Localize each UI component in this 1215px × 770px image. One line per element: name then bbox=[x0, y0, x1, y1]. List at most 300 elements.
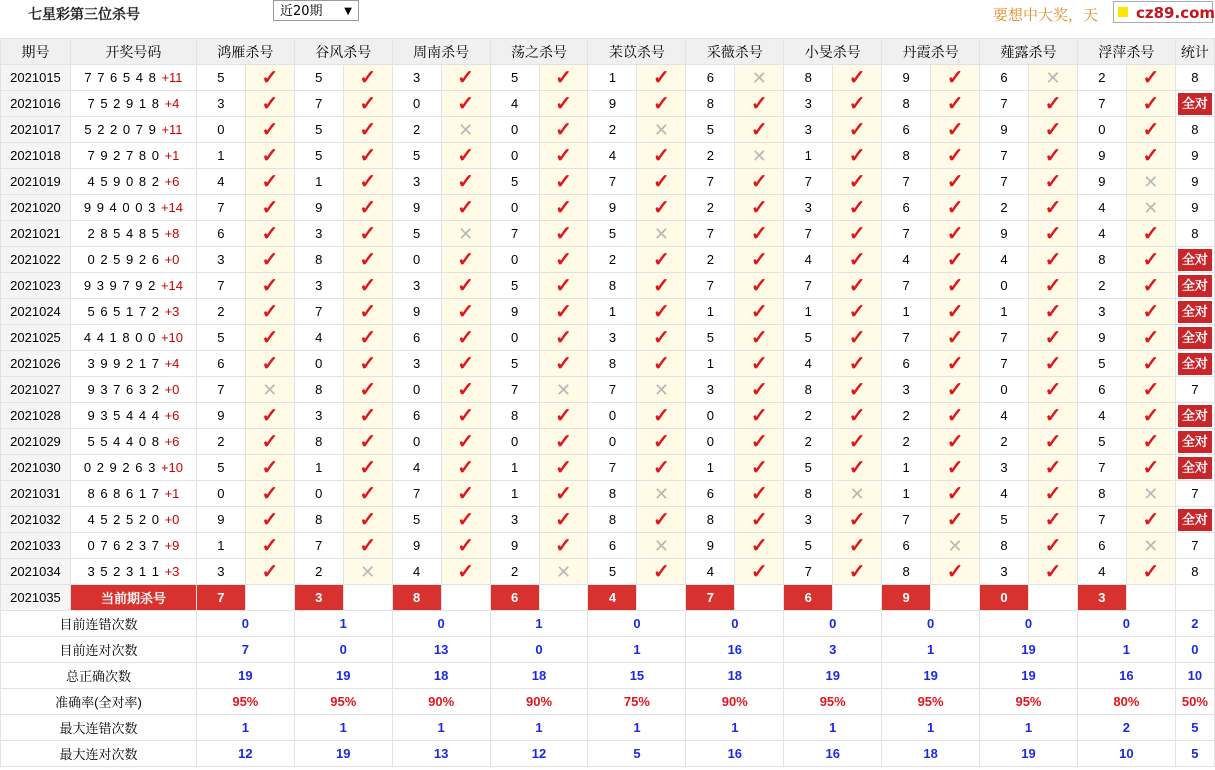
result-cell bbox=[539, 325, 588, 351]
check-icon: ✓ bbox=[848, 144, 866, 167]
issue-cell: 2021025 bbox=[1, 325, 71, 351]
kill-number-cell: 3 bbox=[1077, 299, 1126, 325]
summary-value: 0 bbox=[1077, 611, 1175, 637]
check-icon: ✓ bbox=[359, 430, 377, 453]
result-cell bbox=[539, 247, 588, 273]
result-cell bbox=[637, 325, 686, 351]
result-cell bbox=[637, 65, 686, 91]
result-cell bbox=[245, 195, 294, 221]
kill-number-cell: 4 bbox=[588, 143, 637, 169]
result-cell bbox=[833, 273, 882, 299]
summary-value: 1 bbox=[882, 715, 980, 741]
result-cell bbox=[735, 377, 784, 403]
header-expert: 薤露杀号 bbox=[980, 39, 1078, 65]
kill-number-cell: 4 bbox=[980, 403, 1029, 429]
check-icon: ✓ bbox=[1044, 222, 1062, 245]
draw-numbers-cell bbox=[70, 65, 196, 91]
check-icon: ✓ bbox=[1044, 196, 1062, 219]
result-cell bbox=[735, 351, 784, 377]
kill-number-cell: 2 bbox=[686, 143, 735, 169]
result-cell bbox=[1126, 91, 1175, 117]
result-cell bbox=[735, 507, 784, 533]
result-cell bbox=[637, 455, 686, 481]
check-icon: ✓ bbox=[750, 560, 768, 583]
check-icon: ✓ bbox=[555, 118, 572, 141]
header-row bbox=[1, 39, 1215, 65]
check-icon: ✓ bbox=[555, 430, 572, 453]
current-empty-cell bbox=[343, 585, 392, 611]
check-icon: ✓ bbox=[457, 404, 474, 427]
kill-number-cell: 3 bbox=[294, 273, 343, 299]
kill-number-cell: 1 bbox=[882, 481, 931, 507]
summary-value: 2 bbox=[1077, 715, 1175, 741]
check-icon: ✓ bbox=[1142, 66, 1160, 89]
issue-cell: 2021033 bbox=[1, 533, 71, 559]
check-icon: ✓ bbox=[750, 196, 768, 219]
draw-numbers-cell bbox=[70, 507, 196, 533]
table-row bbox=[1, 273, 1215, 299]
kill-number-cell: 4 bbox=[784, 351, 833, 377]
check-icon: ✓ bbox=[653, 456, 670, 479]
result-cell bbox=[1126, 299, 1175, 325]
kill-number-cell: 3 bbox=[686, 377, 735, 403]
kill-number-cell: 5 bbox=[588, 221, 637, 247]
check-icon: ✓ bbox=[359, 170, 377, 193]
result-cell bbox=[931, 377, 980, 403]
site-logo[interactable] bbox=[1113, 1, 1213, 23]
summary-value: 95% bbox=[882, 689, 980, 715]
result-cell bbox=[343, 507, 392, 533]
result-cell bbox=[735, 325, 784, 351]
current-kill-number: 6 bbox=[490, 585, 539, 611]
check-icon: ✓ bbox=[848, 326, 866, 349]
result-cell bbox=[441, 65, 490, 91]
current-kill-number: 4 bbox=[588, 585, 637, 611]
all-correct-badge: 全对 bbox=[1178, 405, 1212, 427]
summary-stat: 50% bbox=[1175, 689, 1214, 715]
kill-number-cell: 3 bbox=[392, 65, 441, 91]
kill-number-cell: 6 bbox=[882, 195, 931, 221]
result-cell bbox=[931, 559, 980, 585]
summary-label: 总正确次数 bbox=[1, 663, 197, 689]
check-icon: ✓ bbox=[359, 508, 377, 531]
check-icon: ✓ bbox=[261, 430, 279, 453]
result-cell bbox=[1126, 325, 1175, 351]
cross-icon: ✕ bbox=[555, 561, 572, 582]
result-cell bbox=[637, 377, 686, 403]
draw-numbers-cell bbox=[70, 221, 196, 247]
summary-value: 13 bbox=[392, 637, 490, 663]
cross-icon: ✕ bbox=[262, 379, 278, 400]
kill-number-cell: 7 bbox=[882, 325, 931, 351]
table-row bbox=[1, 65, 1215, 91]
kill-number-cell: 0 bbox=[490, 325, 539, 351]
check-icon: ✓ bbox=[261, 248, 279, 271]
kill-number-cell: 3 bbox=[588, 325, 637, 351]
stat-cell bbox=[1175, 377, 1214, 403]
draw-numbers: 4 5 2 5 2 0 bbox=[87, 512, 160, 527]
kill-number-cell: 2 bbox=[588, 247, 637, 273]
draw-numbers: 3 9 9 2 1 7 bbox=[87, 356, 160, 371]
kill-number-cell: 6 bbox=[882, 117, 931, 143]
result-cell bbox=[637, 143, 686, 169]
cross-icon: ✕ bbox=[458, 223, 474, 244]
check-icon: ✓ bbox=[848, 378, 866, 401]
table-row bbox=[1, 351, 1215, 377]
kill-number-cell: 7 bbox=[784, 273, 833, 299]
top-bar bbox=[0, 0, 1215, 38]
kill-number-cell: 9 bbox=[196, 403, 245, 429]
result-cell bbox=[735, 221, 784, 247]
draw-numbers-cell bbox=[70, 195, 196, 221]
result-cell bbox=[833, 481, 882, 507]
summary-row bbox=[1, 741, 1215, 767]
table-row bbox=[1, 299, 1215, 325]
stat-cell bbox=[1175, 507, 1214, 533]
result-cell bbox=[441, 195, 490, 221]
check-icon: ✓ bbox=[359, 66, 377, 89]
kill-number-cell: 6 bbox=[980, 65, 1029, 91]
check-icon: ✓ bbox=[457, 456, 474, 479]
result-cell bbox=[1028, 247, 1077, 273]
check-icon: ✓ bbox=[1142, 222, 1160, 245]
summary-value: 0 bbox=[490, 637, 588, 663]
summary-value: 0 bbox=[980, 611, 1078, 637]
check-icon: ✓ bbox=[750, 430, 768, 453]
kill-number-cell: 9 bbox=[1077, 325, 1126, 351]
check-icon: ✓ bbox=[261, 326, 279, 349]
summary-value: 75% bbox=[588, 689, 686, 715]
kill-number-cell: 0 bbox=[490, 117, 539, 143]
result-cell bbox=[1028, 507, 1077, 533]
result-cell bbox=[441, 325, 490, 351]
check-icon: ✓ bbox=[653, 300, 670, 323]
issue-cell: 2021017 bbox=[1, 117, 71, 143]
kill-number-cell: 3 bbox=[196, 91, 245, 117]
all-correct-badge: 全对 bbox=[1178, 509, 1212, 531]
draw-sum: +8 bbox=[164, 226, 180, 241]
kill-number-cell: 8 bbox=[882, 143, 931, 169]
result-cell bbox=[931, 65, 980, 91]
table-row bbox=[1, 429, 1215, 455]
kill-number-cell: 3 bbox=[980, 455, 1029, 481]
summary-value: 0 bbox=[686, 611, 784, 637]
result-cell bbox=[931, 455, 980, 481]
summary-label: 准确率(全对率) bbox=[1, 689, 197, 715]
summary-value: 0 bbox=[392, 611, 490, 637]
result-cell bbox=[343, 377, 392, 403]
kill-number-cell: 5 bbox=[196, 65, 245, 91]
draw-sum: +6 bbox=[164, 408, 180, 423]
kill-number-cell: 8 bbox=[294, 507, 343, 533]
check-icon: ✓ bbox=[555, 274, 572, 297]
check-icon: ✓ bbox=[261, 222, 279, 245]
check-icon: ✓ bbox=[1142, 430, 1160, 453]
kill-number-cell: 0 bbox=[1077, 117, 1126, 143]
check-icon: ✓ bbox=[359, 118, 377, 141]
stat-value: 9 bbox=[1191, 174, 1199, 189]
result-cell bbox=[637, 91, 686, 117]
summary-stat: 0 bbox=[1175, 637, 1214, 663]
check-icon: ✓ bbox=[946, 196, 964, 219]
check-icon: ✓ bbox=[848, 300, 866, 323]
result-cell bbox=[539, 429, 588, 455]
kill-number-cell: 9 bbox=[980, 221, 1029, 247]
kill-number-cell: 6 bbox=[686, 65, 735, 91]
summary-value: 19 bbox=[980, 663, 1078, 689]
summary-value: 18 bbox=[882, 741, 980, 767]
summary-value: 13 bbox=[392, 741, 490, 767]
kill-number-cell: 1 bbox=[882, 299, 931, 325]
summary-row bbox=[1, 715, 1215, 741]
check-icon: ✓ bbox=[848, 404, 866, 427]
result-cell bbox=[637, 195, 686, 221]
check-icon: ✓ bbox=[848, 560, 866, 583]
check-icon: ✓ bbox=[359, 456, 377, 479]
draw-sum: +0 bbox=[164, 512, 180, 527]
draw-sum: +4 bbox=[164, 96, 180, 111]
summary-value: 12 bbox=[490, 741, 588, 767]
summary-row bbox=[1, 689, 1215, 715]
cross-icon: ✕ bbox=[458, 119, 474, 140]
kill-number-cell: 4 bbox=[784, 247, 833, 273]
cross-icon: ✕ bbox=[947, 535, 963, 556]
kill-number-cell: 7 bbox=[882, 507, 931, 533]
check-icon: ✓ bbox=[261, 66, 279, 89]
result-cell bbox=[343, 455, 392, 481]
summary-value: 16 bbox=[784, 741, 882, 767]
stat-value: 9 bbox=[1191, 148, 1199, 163]
stat-cell bbox=[1175, 91, 1214, 117]
kill-number-cell: 4 bbox=[686, 559, 735, 585]
check-icon: ✓ bbox=[946, 274, 964, 297]
check-icon: ✓ bbox=[261, 456, 279, 479]
result-cell bbox=[245, 91, 294, 117]
kill-number-cell: 7 bbox=[588, 377, 637, 403]
check-icon: ✓ bbox=[359, 482, 377, 505]
kill-number-cell: 0 bbox=[980, 273, 1029, 299]
result-cell bbox=[931, 117, 980, 143]
header-expert: 苿苡杀号 bbox=[588, 39, 686, 65]
check-icon: ✓ bbox=[555, 352, 572, 375]
kill-number-cell: 7 bbox=[490, 377, 539, 403]
result-cell bbox=[833, 65, 882, 91]
check-icon: ✓ bbox=[261, 508, 279, 531]
kill-number-cell: 7 bbox=[784, 559, 833, 585]
draw-numbers: 8 6 8 6 1 7 bbox=[87, 486, 160, 501]
check-icon: ✓ bbox=[1044, 326, 1062, 349]
current-kill-number: 3 bbox=[294, 585, 343, 611]
check-icon: ✓ bbox=[1044, 534, 1062, 557]
summary-value: 0 bbox=[784, 611, 882, 637]
result-cell bbox=[735, 169, 784, 195]
kill-number-table bbox=[0, 38, 1215, 767]
kill-number-cell: 1 bbox=[686, 351, 735, 377]
result-cell bbox=[833, 221, 882, 247]
check-icon: ✓ bbox=[457, 196, 474, 219]
draw-numbers-cell bbox=[70, 117, 196, 143]
result-cell bbox=[931, 247, 980, 273]
draw-sum: +0 bbox=[164, 252, 180, 267]
draw-sum: +3 bbox=[164, 304, 180, 319]
kill-number-cell: 4 bbox=[882, 247, 931, 273]
kill-number-cell: 0 bbox=[392, 377, 441, 403]
header-expert: 谷风杀号 bbox=[294, 39, 392, 65]
kill-number-cell: 1 bbox=[686, 455, 735, 481]
table-row bbox=[1, 247, 1215, 273]
summary-value: 19 bbox=[980, 741, 1078, 767]
result-cell bbox=[637, 507, 686, 533]
summary-value: 3 bbox=[784, 637, 882, 663]
draw-sum: +4 bbox=[164, 356, 180, 371]
period-select[interactable] bbox=[273, 0, 359, 21]
result-cell bbox=[833, 91, 882, 117]
result-cell bbox=[343, 221, 392, 247]
result-cell bbox=[735, 273, 784, 299]
kill-number-cell: 4 bbox=[1077, 559, 1126, 585]
kill-number-cell: 1 bbox=[588, 65, 637, 91]
kill-number-cell: 3 bbox=[882, 377, 931, 403]
kill-number-cell: 5 bbox=[196, 325, 245, 351]
current-empty-cell bbox=[539, 585, 588, 611]
current-row bbox=[1, 585, 1215, 611]
kill-number-cell: 8 bbox=[882, 559, 931, 585]
issue-cell: 2021015 bbox=[1, 65, 71, 91]
stat-value: 7 bbox=[1191, 382, 1199, 397]
kill-number-cell: 2 bbox=[980, 429, 1029, 455]
result-cell bbox=[637, 481, 686, 507]
check-icon: ✓ bbox=[750, 456, 768, 479]
kill-number-cell: 7 bbox=[196, 273, 245, 299]
result-cell bbox=[539, 91, 588, 117]
check-icon: ✓ bbox=[653, 196, 670, 219]
check-icon: ✓ bbox=[1142, 300, 1160, 323]
result-cell bbox=[1028, 65, 1077, 91]
check-icon: ✓ bbox=[555, 92, 572, 115]
cross-icon: ✕ bbox=[653, 483, 669, 504]
check-icon: ✓ bbox=[261, 300, 279, 323]
result-cell bbox=[1126, 117, 1175, 143]
result-cell bbox=[343, 403, 392, 429]
draw-numbers-cell bbox=[70, 143, 196, 169]
draw-numbers: 5 5 4 4 0 8 bbox=[87, 434, 160, 449]
result-cell bbox=[1126, 143, 1175, 169]
header-expert: 浮萍杀号 bbox=[1077, 39, 1175, 65]
result-cell bbox=[735, 91, 784, 117]
cross-icon: ✕ bbox=[1143, 197, 1159, 218]
kill-number-cell: 8 bbox=[882, 91, 931, 117]
kill-number-cell: 2 bbox=[882, 429, 931, 455]
current-empty-cell bbox=[441, 585, 490, 611]
kill-number-cell: 0 bbox=[588, 429, 637, 455]
draw-numbers: 0 2 5 9 2 6 bbox=[87, 252, 160, 267]
kill-number-cell: 7 bbox=[588, 169, 637, 195]
kill-number-cell: 6 bbox=[392, 325, 441, 351]
current-issue: 2021035 bbox=[1, 585, 71, 611]
draw-numbers-cell bbox=[70, 299, 196, 325]
result-cell bbox=[1028, 299, 1077, 325]
result-cell bbox=[735, 117, 784, 143]
result-cell bbox=[637, 273, 686, 299]
check-icon: ✓ bbox=[457, 326, 474, 349]
draw-sum: +10 bbox=[160, 460, 184, 475]
check-icon: ✓ bbox=[1044, 456, 1062, 479]
kill-number-cell: 2 bbox=[784, 403, 833, 429]
check-icon: ✓ bbox=[457, 430, 474, 453]
result-cell bbox=[245, 403, 294, 429]
result-cell bbox=[245, 533, 294, 559]
kill-number-cell: 5 bbox=[490, 351, 539, 377]
result-cell bbox=[245, 325, 294, 351]
result-cell bbox=[539, 533, 588, 559]
check-icon: ✓ bbox=[848, 274, 866, 297]
check-icon: ✓ bbox=[1044, 404, 1062, 427]
kill-number-cell: 2 bbox=[196, 429, 245, 455]
current-label: 当前期杀号 bbox=[70, 585, 196, 611]
result-cell bbox=[931, 351, 980, 377]
result-cell bbox=[1126, 65, 1175, 91]
draw-numbers: 4 4 1 8 0 0 bbox=[83, 330, 157, 345]
result-cell bbox=[735, 65, 784, 91]
kill-number-cell: 5 bbox=[196, 455, 245, 481]
kill-number-cell: 6 bbox=[882, 533, 931, 559]
summary-value: 1 bbox=[490, 611, 588, 637]
kill-number-cell: 7 bbox=[882, 221, 931, 247]
check-icon: ✓ bbox=[555, 170, 572, 193]
summary-value: 95% bbox=[294, 689, 392, 715]
check-icon: ✓ bbox=[750, 92, 768, 115]
kill-number-cell: 7 bbox=[882, 169, 931, 195]
result-cell bbox=[343, 559, 392, 585]
check-icon: ✓ bbox=[1142, 248, 1160, 271]
summary-value: 1 bbox=[686, 715, 784, 741]
check-icon: ✓ bbox=[946, 404, 964, 427]
kill-number-cell: 0 bbox=[294, 351, 343, 377]
result-cell bbox=[539, 507, 588, 533]
current-kill-number: 8 bbox=[392, 585, 441, 611]
check-icon: ✓ bbox=[1142, 508, 1160, 531]
kill-number-cell: 9 bbox=[882, 65, 931, 91]
result-cell bbox=[1028, 455, 1077, 481]
result-cell bbox=[441, 91, 490, 117]
result-cell bbox=[1028, 143, 1077, 169]
check-icon: ✓ bbox=[1142, 326, 1160, 349]
stat-value: 8 bbox=[1191, 226, 1199, 241]
draw-sum: +14 bbox=[160, 200, 184, 215]
draw-numbers: 4 5 9 0 8 2 bbox=[87, 174, 160, 189]
summary-label: 最大连错次数 bbox=[1, 715, 197, 741]
result-cell bbox=[1028, 351, 1077, 377]
current-empty-cell bbox=[931, 585, 980, 611]
draw-sum: +9 bbox=[164, 538, 180, 553]
check-icon: ✓ bbox=[946, 456, 964, 479]
table-row bbox=[1, 325, 1215, 351]
kill-number-cell: 8 bbox=[980, 533, 1029, 559]
check-icon: ✓ bbox=[1142, 378, 1160, 401]
result-cell bbox=[1028, 403, 1077, 429]
kill-number-cell: 7 bbox=[196, 377, 245, 403]
kill-number-cell: 3 bbox=[392, 273, 441, 299]
result-cell bbox=[1028, 195, 1077, 221]
kill-number-cell: 1 bbox=[882, 455, 931, 481]
check-icon: ✓ bbox=[457, 300, 474, 323]
current-kill-number: 7 bbox=[686, 585, 735, 611]
kill-number-cell: 0 bbox=[294, 481, 343, 507]
summary-value: 19 bbox=[294, 663, 392, 689]
draw-numbers-cell bbox=[70, 273, 196, 299]
check-icon: ✓ bbox=[946, 378, 964, 401]
kill-number-cell: 0 bbox=[490, 143, 539, 169]
